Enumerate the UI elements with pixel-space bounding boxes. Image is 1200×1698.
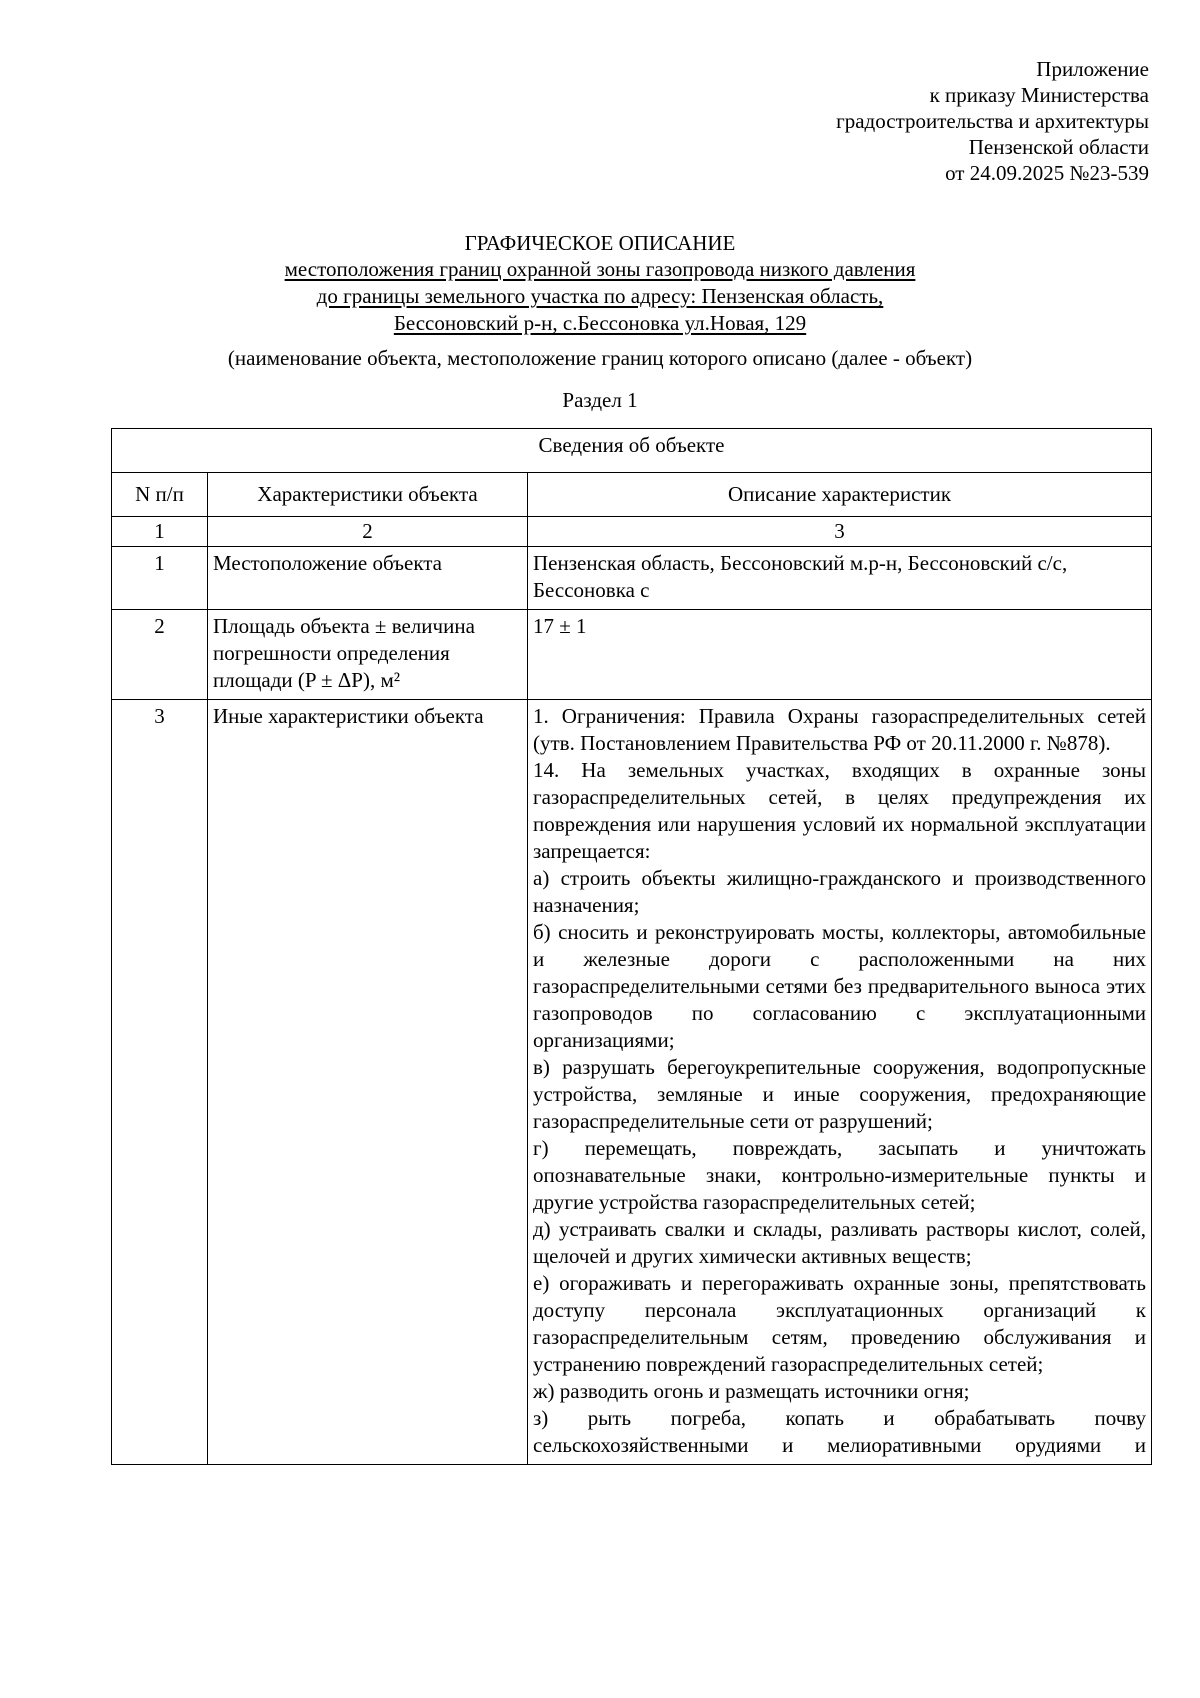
annex-date-number: от 24.09.2025 №23-539 bbox=[945, 161, 1149, 185]
restriction-paragraph: а) строить объекты жилищно-гражданского и производственного назначения; bbox=[533, 866, 1147, 917]
document-title: ГРАФИЧЕСКОЕ ОПИСАНИЕ bbox=[464, 231, 736, 255]
object-caption: (наименование объекта, местоположение границ которого описано (далее - объект) bbox=[227, 346, 973, 370]
section-title: Раздел 1 bbox=[562, 388, 638, 412]
restriction-paragraph: 1. Ограничения: Правила Охраны газораспределительных сетей (утв. Постановлением Правительства РФ от 20.11.2000 г. №878). bbox=[533, 704, 1147, 755]
annex-block bbox=[700, 56, 1149, 186]
column-number: 3 bbox=[528, 517, 1152, 547]
restriction-paragraph: з) рыть погреба, копать и обрабатывать почву сельскохозяйственными и мелиоративными орудиями и bbox=[533, 1406, 1147, 1457]
restriction-paragraph: г) перемещать, повреждать, засыпать и уничтожать опознавательные знаки, контрольно-измерительные пункты и другие устройства газораспределительных сетей; bbox=[533, 1136, 1147, 1214]
restriction-paragraph: в) разрушать берегоукрепительные сооружения, водопропускные устройства, земляные и иные сооружения, предохраняющие газораспределительные сети от разрушений; bbox=[533, 1055, 1147, 1133]
title-block bbox=[100, 230, 1100, 413]
column-number: 2 bbox=[208, 517, 528, 547]
restriction-paragraph: е) огораживать и перегораживать охранные зоны, препятствовать доступу персонала эксплуатационных организаций к газораспределительным сетям, проведению обслуживания и устранению повреждений газораспределительных сетей; bbox=[533, 1271, 1147, 1376]
restriction-paragraph: 14. На земельных участках, входящих в охранные зоны газораспределительных сетей, в целях предупреждения их повреждения или нарушения условий их нормальной эксплуатации запрещается: bbox=[533, 758, 1147, 863]
row-number: 2 bbox=[112, 610, 208, 700]
object-name-line: до границы земельного участка по адресу: Пензенская область, bbox=[316, 284, 884, 308]
restriction-paragraph: б) сносить и реконструировать мосты, коллекторы, автомобильные и железные дороги с расположенными на них газораспределительными сетями без предварительного выноса этих газопроводов по согласованию с эксплуатационными организациями; bbox=[533, 920, 1147, 1052]
row-characteristic: Площадь объекта ± величина погрешности определения площади (P ± ΔP), м² bbox=[208, 610, 528, 700]
restriction-paragraph: ж) разводить огонь и размещать источники огня; bbox=[533, 1379, 970, 1403]
row-number: 3 bbox=[112, 700, 208, 1465]
column-number: 1 bbox=[112, 517, 208, 547]
object-name-line: местоположения границ охранной зоны газопровода низкого давления bbox=[284, 257, 916, 281]
column-header-number: N п/п bbox=[112, 473, 208, 517]
column-header-description: Описание характеристик bbox=[528, 473, 1152, 517]
object-info-table bbox=[111, 428, 1152, 1465]
object-name-line: Бессоновский р-н, с.Бессоновка ул.Новая, 129 bbox=[393, 311, 807, 335]
annex-line: Пензенской области bbox=[968, 135, 1149, 159]
row-description bbox=[528, 700, 1152, 1465]
annex-line: Приложение bbox=[1036, 57, 1149, 81]
table-row bbox=[112, 700, 1152, 1465]
annex-line: градостроительства и архитектуры bbox=[836, 109, 1149, 133]
row-description: Пензенская область, Бессоновский м.р-н, Бессоновский с/с, Бессоновка с bbox=[528, 547, 1152, 610]
row-characteristic: Местоположение объекта bbox=[208, 547, 528, 610]
column-header-characteristic: Характеристики объекта bbox=[208, 473, 528, 517]
table-row bbox=[112, 610, 1152, 700]
row-number: 1 bbox=[112, 547, 208, 610]
row-characteristic: Иные характеристики объекта bbox=[208, 700, 528, 1465]
table-title: Сведения об объекте bbox=[112, 429, 1152, 473]
annex-line: к приказу Министерства bbox=[929, 83, 1149, 107]
restriction-paragraph: д) устраивать свалки и склады, разливать растворы кислот, солей, щелочей и других химически активных веществ; bbox=[533, 1217, 1147, 1268]
table-row bbox=[112, 547, 1152, 610]
row-description: 17 ± 1 bbox=[528, 610, 1152, 700]
